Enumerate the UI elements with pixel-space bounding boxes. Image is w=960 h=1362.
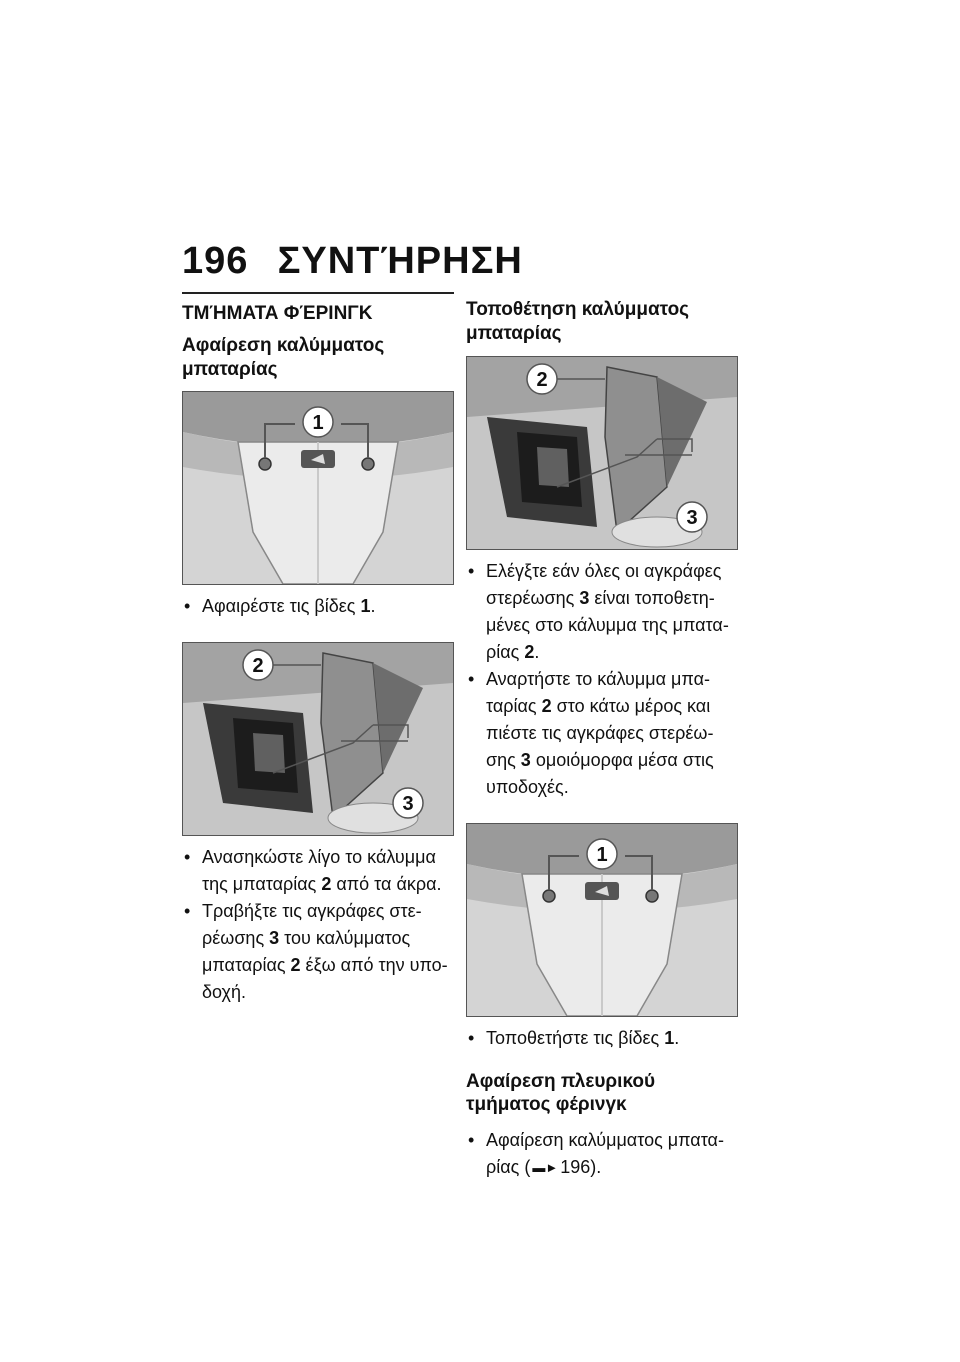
figure-label-3: 3 <box>686 506 698 529</box>
arrow-right-icon[interactable]: ▬► <box>532 1160 559 1175</box>
figure-label-1: 1 <box>596 843 608 866</box>
figure-install-cover <box>466 356 738 550</box>
figure-label-3: 3 <box>402 793 414 816</box>
figure-label-2: 2 <box>536 368 548 391</box>
step-hang-cover: • Αναρτήστε το κάλυμμα μπα-ταρίας 2 στο κάτω μέρος και πιέστε τις αγκράφες στερέω-σης 3 ομοιόμορφα μέσα στις υποδοχές. <box>466 666 738 801</box>
step-pull-clips: • Τραβήξτε τις αγκράφες στε-ρέωσης 3 του καλύμματος μπαταρίας 2 έξω από την υπο-δοχή. <box>182 898 454 1006</box>
figure-lift-cover <box>182 642 454 836</box>
page-header <box>182 240 523 283</box>
step-check-clips: • Ελέγξτε εάν όλες οι αγκράφες στερέωσης 3 είναι τοποθετη-μένες στο κάλυμμα της μπατα-ρίας 2. <box>466 558 738 666</box>
page-number: 196 <box>182 240 249 282</box>
install-steps-2 <box>466 1025 738 1052</box>
left-column <box>182 292 454 1006</box>
install-steps-1 <box>466 558 738 801</box>
side-fairing-steps <box>466 1127 738 1181</box>
remove-cover-heading: Αφαίρεση καλύμματος μπαταρίας <box>182 334 385 380</box>
remove-steps-1 <box>182 593 454 620</box>
step-remove-screws: • Αφαιρέστε τις βίδες 1. <box>182 593 454 620</box>
side-fairing-heading: Αφαίρεση πλευρικού τμήματος φέρινγκ <box>466 1070 656 1116</box>
figure-screws <box>182 391 454 585</box>
right-column <box>466 298 738 1181</box>
step-install-screws: • Τοποθετήστε τις βίδες 1. <box>466 1025 738 1052</box>
page-reference-link[interactable]: 196 <box>560 1157 591 1177</box>
section-title: ΤΜΉΜΑΤΑ ΦΈΡΙΝΓΚ <box>182 303 373 324</box>
figure-label-2: 2 <box>252 655 264 678</box>
step-lift-cover: • Ανασηκώστε λίγο το κάλυμμα της μπαταρίας 2 από τα άκρα. <box>182 844 454 898</box>
figure-install-screws <box>466 823 738 1017</box>
step-remove-battery-cover: • Αφαίρεση καλύμματος μπατα-ρίας ( ▬► 196). <box>466 1127 738 1181</box>
install-cover-heading: Τοποθέτηση καλύμματος μπαταρίας <box>466 299 690 344</box>
section-rule <box>182 292 454 294</box>
remove-steps-2 <box>182 844 454 1006</box>
figure-label-1: 1 <box>312 412 324 435</box>
chapter-title: ΣΥΝΤΉΡΗΣΗ <box>277 240 523 282</box>
